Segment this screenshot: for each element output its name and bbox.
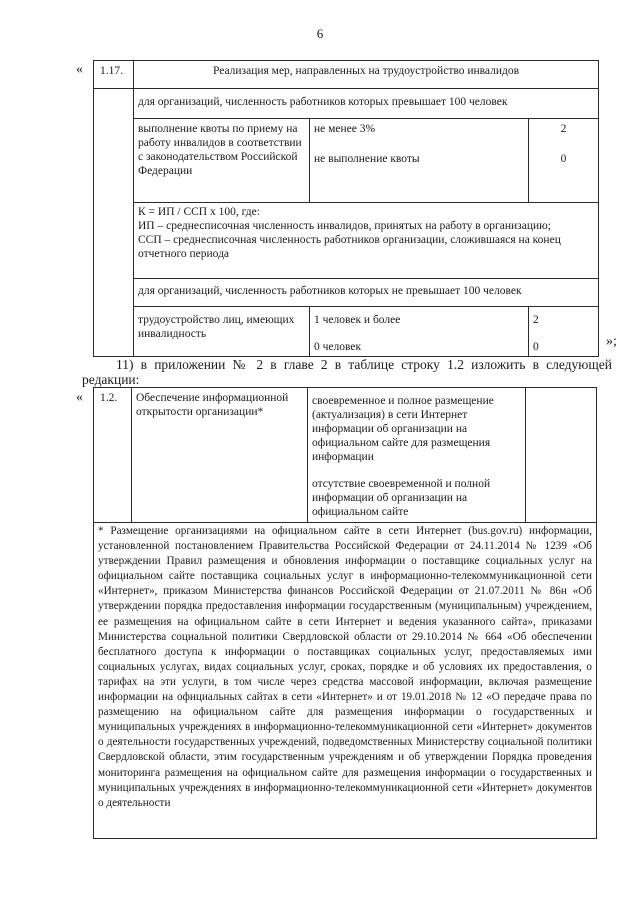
group-heading-under-100: для организаций, численность работников которых не превышает 100 человек (138, 285, 522, 297)
opening-quote-2: « (76, 390, 83, 405)
formula-definition: К = ИП / ССП х 100, где: (138, 206, 260, 218)
formula-ip-definition: ИП – среднесписочная численность инвалидов, принятых на работу в организацию; (138, 220, 551, 232)
indicator-info-openness: Обеспечение информационной открытости организации* (136, 392, 289, 418)
criterion-employment-one-plus: 1 человек и более (314, 314, 401, 326)
score-quota-min: 2 (560, 123, 567, 135)
table-row-1-17 (93, 60, 599, 357)
amendment-paragraph: 11) в приложении № 2 в главе 2 в таблице строку 1.2 изложить в следующей редакции: (82, 357, 612, 387)
criterion-employment-zero: 0 человек (314, 341, 362, 353)
closing-quote: »; (606, 334, 617, 349)
indicator-employment: трудоустройство лиц, имеющих инвалидность (138, 314, 295, 340)
score-employment-zero: 0 (533, 341, 539, 353)
table-row-1-2 (93, 387, 597, 839)
score-employment-one-plus: 2 (533, 314, 539, 326)
criterion-info-full: своевременное и полное размещение (актуализация) в сети Интернет информации об организации на официальном сайте для размещения информации (312, 395, 494, 463)
row-number-1-17: 1.17. (100, 65, 123, 77)
score-quota-none: 0 (560, 153, 567, 165)
row-number-1-2: 1.2. (100, 392, 118, 404)
group-heading-over-100: для организаций, численность работников которых превышает 100 человек (138, 96, 508, 108)
criterion-quota-min: не менее 3% (314, 123, 376, 135)
opening-quote-1: « (76, 62, 83, 77)
page-number: 6 (316, 26, 324, 41)
indicator-quota: выполнение квоты по приему на работу инвалидов в соответствии с законодательством Российской Федерации (138, 123, 302, 177)
formula-ssp-definition: ССП – среднесписочная численность работников организации, сложившаяся на конец отчетного периода (138, 234, 561, 260)
footnote-text: * Размещение организациями на официальном сайте в сети Интернет (bus.gov.ru) информации, установленной постановлением Правительства Российской Федерации от 24.11.2014 № 1239 «Об утверждении Правил размещения и обновления информации о поставщике социальных услуг на официальном сайте поставщика социальных услуг в информационно-телекоммуникационной сети «Интернет», приказом Министерства финансов Российской Федерации от 21.07.2011 № 86н «Об утверждении порядка предоставления информации государственным (муниципальным) учреждением, ее размещения на официальном сайте в сети Интернет и ведения указанного сайта», приказами Министерства социальной политики Свердловской области от 29.10.2014 № 664 «Об обеспечении бесплатного доступа к информации о поставщиках социальных услуг, предоставляемых ими социальных услугах, видах социальных услуг, сроках, порядке и об условиях их предоставления, о тарифах на эти услуги, в том числе через средства массовой информации, включая размещение информации на официальных сайтах в сети «Интернет» и от 19.01.2018 № 12 «О передаче права по размещению на официальном сайте для размещения информации о государственных и муниципальных учреждениях в информационно-телекоммуникационной сети «Интернет» документов о деятельности государственных учреждений, подведомственных Министерству социальной политики Свердловской области, этим государственным учреждениям и об утверждении Порядка проведения мониторинга размещения на официальном сайте для размещения информации о государственных и муниципальных учреждениях в информационно-телекоммуникационной сети «Интернет» документов о деятельности (98, 525, 592, 809)
criterion-quota-none: не выполнение квоты (314, 153, 420, 165)
row-title-1-17: Реализация мер, направленных на трудоустройство инвалидов (212, 65, 520, 77)
criterion-info-absent: отсутствие своевременной и полной информации об организации на официальном сайте (312, 478, 491, 518)
